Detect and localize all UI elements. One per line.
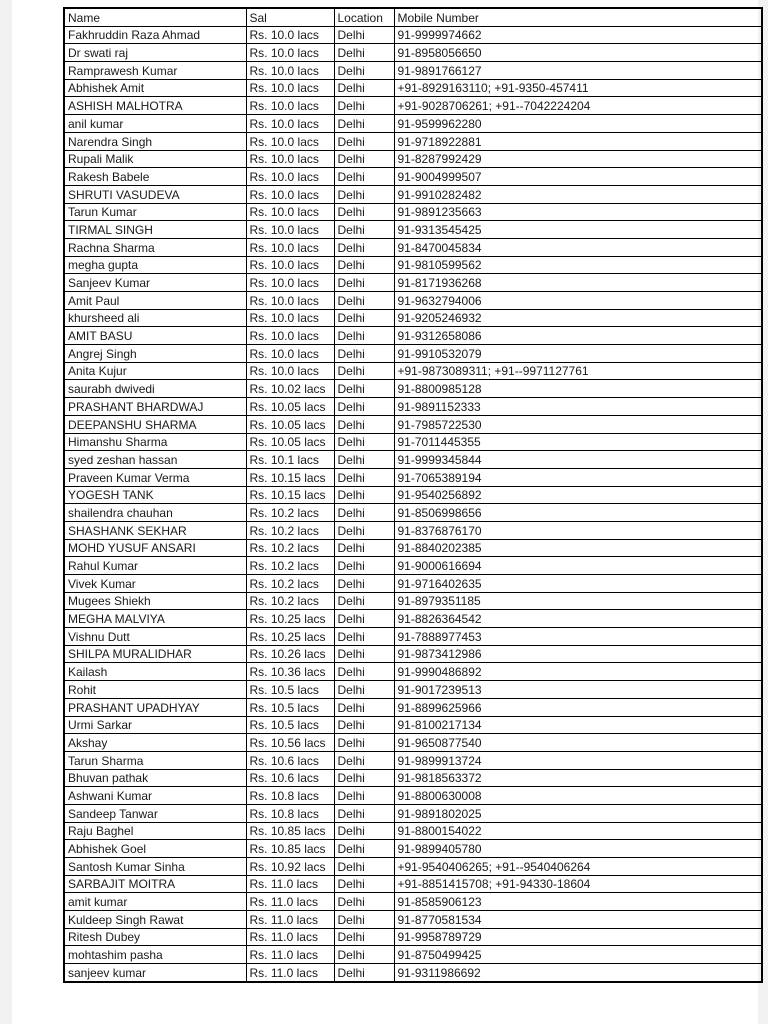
cell-mobile-number: 91-8800630008 [394, 787, 762, 805]
cell-name: Sanjeev Kumar [64, 274, 246, 292]
cell-mobile-number: 91-8287992429 [394, 150, 762, 168]
table-row [64, 26, 762, 44]
cell-sal: Rs. 11.0 lacs [246, 928, 334, 946]
cell-sal: Rs. 10.05 lacs [246, 398, 334, 416]
cell-name: megha gupta [64, 256, 246, 274]
table-row [64, 132, 762, 150]
cell-location: Delhi [334, 557, 394, 575]
cell-sal: Rs. 10.85 lacs [246, 840, 334, 858]
cell-location: Delhi [334, 575, 394, 593]
table-row [64, 362, 762, 380]
cell-name: MEGHA MALVIYA [64, 610, 246, 628]
cell-location: Delhi [334, 238, 394, 256]
cell-location: Delhi [334, 539, 394, 557]
cell-mobile-number: 91-9313545425 [394, 221, 762, 239]
cell-sal: Rs. 10.2 lacs [246, 504, 334, 522]
table-row [64, 380, 762, 398]
cell-name: SHILPA MURALIDHAR [64, 645, 246, 663]
cell-name: Akshay [64, 734, 246, 752]
cell-location: Delhi [334, 504, 394, 522]
cell-location: Delhi [334, 716, 394, 734]
table-row [64, 415, 762, 433]
cell-name: sanjeev kumar [64, 964, 246, 982]
cell-name: Sandeep Tanwar [64, 804, 246, 822]
cell-mobile-number: 91-9910282482 [394, 185, 762, 203]
cell-location: Delhi [334, 964, 394, 982]
table-row [64, 62, 762, 80]
cell-sal: Rs. 10.0 lacs [246, 44, 334, 62]
header-name: Name [64, 8, 246, 26]
cell-location: Delhi [334, 221, 394, 239]
cell-name: Anita Kujur [64, 362, 246, 380]
table-row [64, 893, 762, 911]
cell-name: Abhishek Amit [64, 79, 246, 97]
cell-name: Ramprawesh Kumar [64, 62, 246, 80]
table-row [64, 398, 762, 416]
table-row [64, 539, 762, 557]
header-location: Location [334, 8, 394, 26]
cell-location: Delhi [334, 62, 394, 80]
cell-location: Delhi [334, 309, 394, 327]
cell-mobile-number: 91-9873412986 [394, 645, 762, 663]
cell-sal: Rs. 10.0 lacs [246, 362, 334, 380]
cell-name: Rupali Malik [64, 150, 246, 168]
cell-name: Ritesh Dubey [64, 928, 246, 946]
cell-sal: Rs. 10.0 lacs [246, 97, 334, 115]
cell-sal: Rs. 10.0 lacs [246, 26, 334, 44]
table-row [64, 274, 762, 292]
cell-location: Delhi [334, 79, 394, 97]
cell-location: Delhi [334, 380, 394, 398]
cell-mobile-number: 91-7888977453 [394, 628, 762, 646]
cell-mobile-number: 91-8376876170 [394, 521, 762, 539]
cell-mobile-number: 91-7065389194 [394, 468, 762, 486]
cell-mobile-number: 91-8100217134 [394, 716, 762, 734]
cell-location: Delhi [334, 663, 394, 681]
cell-sal: Rs. 10.0 lacs [246, 274, 334, 292]
cell-name: Santosh Kumar Sinha [64, 858, 246, 876]
table-row [64, 557, 762, 575]
table-row [64, 592, 762, 610]
cell-location: Delhi [334, 451, 394, 469]
table-row [64, 787, 762, 805]
cell-location: Delhi [334, 132, 394, 150]
cell-mobile-number: 91-9632794006 [394, 292, 762, 310]
table-row [64, 256, 762, 274]
table-row [64, 681, 762, 699]
cell-location: Delhi [334, 203, 394, 221]
cell-mobile-number: 91-9312658086 [394, 327, 762, 345]
cell-name: Fakhruddin Raza Ahmad [64, 26, 246, 44]
table-row [64, 610, 762, 628]
cell-sal: Rs. 10.1 lacs [246, 451, 334, 469]
cell-mobile-number: 91-9599962280 [394, 115, 762, 133]
cell-location: Delhi [334, 911, 394, 929]
cell-sal: Rs. 10.2 lacs [246, 575, 334, 593]
cell-sal: Rs. 10.6 lacs [246, 769, 334, 787]
table-row [64, 804, 762, 822]
cell-location: Delhi [334, 398, 394, 416]
cell-name: mohtashim pasha [64, 946, 246, 964]
cell-mobile-number: 91-8840202385 [394, 539, 762, 557]
cell-mobile-number: 91-9718922881 [394, 132, 762, 150]
table-row [64, 858, 762, 876]
cell-name: PRASHANT BHARDWAJ [64, 398, 246, 416]
cell-mobile-number: 91-9891152333 [394, 398, 762, 416]
table-row [64, 79, 762, 97]
cell-name: Angrej Singh [64, 345, 246, 363]
cell-mobile-number: 91-9891766127 [394, 62, 762, 80]
cell-name: syed zeshan hassan [64, 451, 246, 469]
cell-name: Ashwani Kumar [64, 787, 246, 805]
cell-mobile-number: 91-9999974662 [394, 26, 762, 44]
cell-mobile-number: 91-9910532079 [394, 345, 762, 363]
cell-sal: Rs. 10.36 lacs [246, 663, 334, 681]
cell-sal: Rs. 10.26 lacs [246, 645, 334, 663]
cell-name: saurabh dwivedi [64, 380, 246, 398]
cell-mobile-number: 91-8470045834 [394, 238, 762, 256]
table-row [64, 734, 762, 752]
cell-location: Delhi [334, 256, 394, 274]
cell-location: Delhi [334, 415, 394, 433]
cell-mobile-number: 91-8171936268 [394, 274, 762, 292]
table-row [64, 875, 762, 893]
cell-mobile-number: 91-9899405780 [394, 840, 762, 858]
cell-mobile-number: 91-8826364542 [394, 610, 762, 628]
cell-sal: Rs. 10.0 lacs [246, 221, 334, 239]
cell-mobile-number: +91-9873089311; +91--9971127761 [394, 362, 762, 380]
cell-mobile-number: 91-9899913724 [394, 751, 762, 769]
cell-location: Delhi [334, 751, 394, 769]
cell-mobile-number: 91-9818563372 [394, 769, 762, 787]
cell-location: Delhi [334, 486, 394, 504]
cell-sal: Rs. 10.0 lacs [246, 292, 334, 310]
document-page [12, 0, 758, 1024]
cell-sal: Rs. 10.2 lacs [246, 557, 334, 575]
cell-mobile-number: 91-9810599562 [394, 256, 762, 274]
cell-location: Delhi [334, 840, 394, 858]
cell-mobile-number: +91-8851415708; +91-94330-18604 [394, 875, 762, 893]
header-sal: Sal [246, 8, 334, 26]
cell-sal: Rs. 10.5 lacs [246, 716, 334, 734]
table-row [64, 451, 762, 469]
cell-location: Delhi [334, 928, 394, 946]
table-row [64, 946, 762, 964]
table-row [64, 327, 762, 345]
cell-sal: Rs. 10.0 lacs [246, 203, 334, 221]
cell-sal: Rs. 10.92 lacs [246, 858, 334, 876]
cell-sal: Rs. 11.0 lacs [246, 964, 334, 982]
cell-name: Vishnu Dutt [64, 628, 246, 646]
table-row [64, 628, 762, 646]
cell-name: SHRUTI VASUDEVA [64, 185, 246, 203]
table-row [64, 486, 762, 504]
cell-name: Bhuvan pathak [64, 769, 246, 787]
cell-sal: Rs. 10.0 lacs [246, 256, 334, 274]
cell-location: Delhi [334, 362, 394, 380]
cell-location: Delhi [334, 26, 394, 44]
cell-location: Delhi [334, 115, 394, 133]
table-row [64, 575, 762, 593]
cell-sal: Rs. 10.0 lacs [246, 327, 334, 345]
cell-sal: Rs. 10.0 lacs [246, 168, 334, 186]
cell-mobile-number: 91-8899625966 [394, 698, 762, 716]
cell-name: Praveen Kumar Verma [64, 468, 246, 486]
table-row [64, 468, 762, 486]
table-row [64, 345, 762, 363]
cell-mobile-number: +91-9540406265; +91--9540406264 [394, 858, 762, 876]
cell-location: Delhi [334, 610, 394, 628]
cell-location: Delhi [334, 274, 394, 292]
cell-mobile-number: 91-8800154022 [394, 822, 762, 840]
cell-name: Raju Baghel [64, 822, 246, 840]
cell-location: Delhi [334, 893, 394, 911]
cell-location: Delhi [334, 468, 394, 486]
cell-location: Delhi [334, 185, 394, 203]
cell-location: Delhi [334, 681, 394, 699]
cell-name: Narendra Singh [64, 132, 246, 150]
cell-name: YOGESH TANK [64, 486, 246, 504]
cell-sal: Rs. 10.2 lacs [246, 521, 334, 539]
cell-sal: Rs. 10.8 lacs [246, 787, 334, 805]
table-row [64, 822, 762, 840]
cell-location: Delhi [334, 150, 394, 168]
cell-name: Vivek Kumar [64, 575, 246, 593]
table-row [64, 698, 762, 716]
cell-location: Delhi [334, 769, 394, 787]
cell-name: Tarun Sharma [64, 751, 246, 769]
cell-sal: Rs. 10.05 lacs [246, 415, 334, 433]
candidate-table [63, 7, 763, 983]
table-row [64, 185, 762, 203]
cell-name: Kailash [64, 663, 246, 681]
cell-sal: Rs. 10.0 lacs [246, 185, 334, 203]
table-row [64, 238, 762, 256]
cell-sal: Rs. 10.25 lacs [246, 610, 334, 628]
table-row [64, 840, 762, 858]
cell-mobile-number: 91-8958056650 [394, 44, 762, 62]
cell-location: Delhi [334, 804, 394, 822]
header-mobile-number: Mobile Number [394, 8, 762, 26]
cell-location: Delhi [334, 734, 394, 752]
cell-mobile-number: 91-9650877540 [394, 734, 762, 752]
cell-mobile-number: 91-9004999507 [394, 168, 762, 186]
cell-name: Dr swati raj [64, 44, 246, 62]
cell-mobile-number: 91-8585906123 [394, 893, 762, 911]
cell-mobile-number: 91-9540256892 [394, 486, 762, 504]
cell-name: anil kumar [64, 115, 246, 133]
cell-sal: Rs. 11.0 lacs [246, 875, 334, 893]
cell-name: SARBAJIT MOITRA [64, 875, 246, 893]
cell-name: Rakesh Babele [64, 168, 246, 186]
table-row [64, 433, 762, 451]
cell-sal: Rs. 11.0 lacs [246, 911, 334, 929]
table-row [64, 292, 762, 310]
cell-location: Delhi [334, 592, 394, 610]
cell-location: Delhi [334, 787, 394, 805]
table-row [64, 97, 762, 115]
cell-location: Delhi [334, 822, 394, 840]
cell-sal: Rs. 10.0 lacs [246, 238, 334, 256]
cell-mobile-number: 91-9311986692 [394, 964, 762, 982]
cell-sal: Rs. 11.0 lacs [246, 893, 334, 911]
cell-name: TIRMAL SINGH [64, 221, 246, 239]
cell-location: Delhi [334, 875, 394, 893]
table-header-row [64, 8, 762, 26]
cell-name: Rahul Kumar [64, 557, 246, 575]
table-row [64, 221, 762, 239]
cell-sal: Rs. 11.0 lacs [246, 946, 334, 964]
table-row [64, 964, 762, 982]
cell-location: Delhi [334, 645, 394, 663]
cell-location: Delhi [334, 946, 394, 964]
cell-mobile-number: 91-8770581534 [394, 911, 762, 929]
cell-name: amit kumar [64, 893, 246, 911]
cell-mobile-number: 91-9716402635 [394, 575, 762, 593]
cell-name: Tarun Kumar [64, 203, 246, 221]
cell-mobile-number: 91-9990486892 [394, 663, 762, 681]
table-row [64, 168, 762, 186]
cell-name: Kuldeep Singh Rawat [64, 911, 246, 929]
cell-location: Delhi [334, 168, 394, 186]
cell-name: SHASHANK SEKHAR [64, 521, 246, 539]
table-row [64, 203, 762, 221]
cell-sal: Rs. 10.6 lacs [246, 751, 334, 769]
cell-location: Delhi [334, 858, 394, 876]
cell-location: Delhi [334, 44, 394, 62]
cell-name: MOHD YUSUF ANSARI [64, 539, 246, 557]
cell-mobile-number: 91-9891235663 [394, 203, 762, 221]
cell-sal: Rs. 10.0 lacs [246, 309, 334, 327]
cell-mobile-number: 91-9017239513 [394, 681, 762, 699]
cell-mobile-number: 91-9999345844 [394, 451, 762, 469]
cell-name: DEEPANSHU SHARMA [64, 415, 246, 433]
cell-mobile-number: 91-8800985128 [394, 380, 762, 398]
table-row [64, 504, 762, 522]
table-row [64, 309, 762, 327]
table-row [64, 911, 762, 929]
cell-sal: Rs. 10.5 lacs [246, 698, 334, 716]
table-row [64, 645, 762, 663]
cell-mobile-number: 91-8979351185 [394, 592, 762, 610]
cell-location: Delhi [334, 628, 394, 646]
cell-name: Rachna Sharma [64, 238, 246, 256]
cell-sal: Rs. 10.2 lacs [246, 592, 334, 610]
cell-name: ASHISH MALHOTRA [64, 97, 246, 115]
table-row [64, 751, 762, 769]
cell-sal: Rs. 10.8 lacs [246, 804, 334, 822]
cell-sal: Rs. 10.2 lacs [246, 539, 334, 557]
cell-sal: Rs. 10.15 lacs [246, 468, 334, 486]
cell-sal: Rs. 10.0 lacs [246, 345, 334, 363]
cell-name: Mugees Shiekh [64, 592, 246, 610]
cell-sal: Rs. 10.0 lacs [246, 62, 334, 80]
cell-sal: Rs. 10.15 lacs [246, 486, 334, 504]
table-row [64, 521, 762, 539]
cell-sal: Rs. 10.05 lacs [246, 433, 334, 451]
cell-sal: Rs. 10.0 lacs [246, 79, 334, 97]
cell-location: Delhi [334, 433, 394, 451]
cell-name: PRASHANT UPADHYAY [64, 698, 246, 716]
table-row [64, 716, 762, 734]
cell-location: Delhi [334, 97, 394, 115]
cell-mobile-number: +91-8929163110; +91-9350-457411 [394, 79, 762, 97]
cell-mobile-number: 91-9958789729 [394, 928, 762, 946]
table-row [64, 44, 762, 62]
cell-mobile-number: 91-7011445355 [394, 433, 762, 451]
cell-sal: Rs. 10.5 lacs [246, 681, 334, 699]
cell-location: Delhi [334, 292, 394, 310]
cell-name: shailendra chauhan [64, 504, 246, 522]
cell-sal: Rs. 10.56 lacs [246, 734, 334, 752]
cell-sal: Rs. 10.25 lacs [246, 628, 334, 646]
cell-mobile-number: 91-7985722530 [394, 415, 762, 433]
cell-mobile-number: 91-8506998656 [394, 504, 762, 522]
table-row [64, 150, 762, 168]
cell-location: Delhi [334, 327, 394, 345]
table-body [64, 26, 762, 982]
cell-sal: Rs. 10.0 lacs [246, 115, 334, 133]
cell-mobile-number: 91-9891802025 [394, 804, 762, 822]
cell-mobile-number: 91-9205246932 [394, 309, 762, 327]
table-row [64, 769, 762, 787]
cell-name: Himanshu Sharma [64, 433, 246, 451]
table-row [64, 115, 762, 133]
cell-sal: Rs. 10.85 lacs [246, 822, 334, 840]
cell-sal: Rs. 10.0 lacs [246, 150, 334, 168]
cell-name: Urmi Sarkar [64, 716, 246, 734]
cell-sal: Rs. 10.0 lacs [246, 132, 334, 150]
cell-mobile-number: 91-8750499425 [394, 946, 762, 964]
table-row [64, 663, 762, 681]
cell-name: khursheed ali [64, 309, 246, 327]
cell-mobile-number: +91-9028706261; +91--7042224204 [394, 97, 762, 115]
cell-location: Delhi [334, 521, 394, 539]
cell-name: AMIT BASU [64, 327, 246, 345]
cell-mobile-number: 91-9000616694 [394, 557, 762, 575]
cell-name: Abhishek Goel [64, 840, 246, 858]
cell-sal: Rs. 10.02 lacs [246, 380, 334, 398]
cell-name: Amit Paul [64, 292, 246, 310]
table-row [64, 928, 762, 946]
cell-location: Delhi [334, 698, 394, 716]
cell-location: Delhi [334, 345, 394, 363]
cell-name: Rohit [64, 681, 246, 699]
